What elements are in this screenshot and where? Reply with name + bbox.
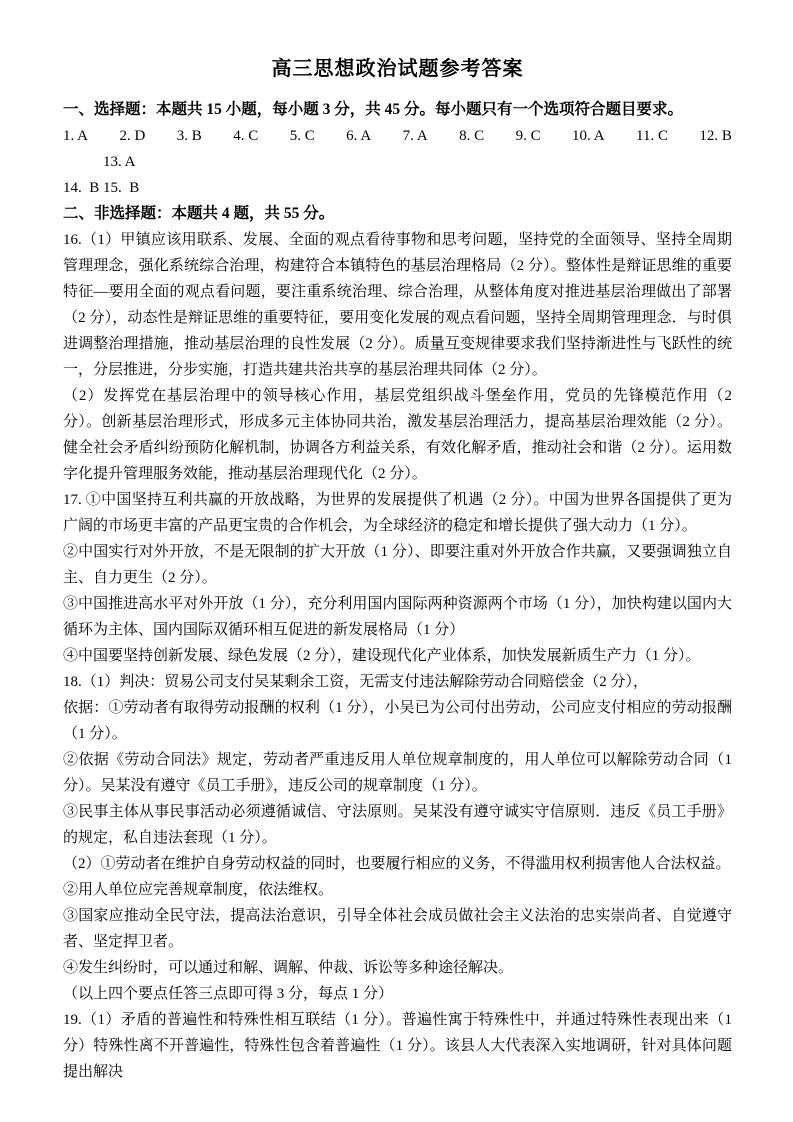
section-nonchoice-heading: 二、非选择题：本题共 4 题，共 55 分。 (63, 205, 335, 222)
answer-paragraph-18-2-3: ③国家应推动全民守法，提高法治意识，引导全体社会成员做社会主义法治的忠实崇尚者、自觉遵守者、坚定捍卫者。 (63, 908, 732, 950)
page-title: 高三思想政治试题参考答案 (271, 58, 524, 80)
answer-item-2: 2. D (119, 128, 146, 144)
answer-item-8: 8. C (459, 128, 485, 144)
answer-item-3: 3. B (176, 128, 202, 144)
answer-paragraph-18-basis-2: ②依据《劳动合同法》规定，劳动者严重违反用人单位规章制度的，用人单位可以解除劳动合同（1 分）。吴某没有遵守《员工手册》，违反公司的规章制度（1 分）。 (63, 752, 732, 794)
answer-item-10: 10. A (572, 128, 605, 144)
answer-paragraph-17-3: ③中国推进高水平对外开放（1 分），充分利用国内国际两种资源两个市场（1 分），加快构建以国内大循环为主体、国内国际双循环相互促进的新发展格局（1 分） (63, 596, 732, 638)
answer-item-1: 1. A (63, 128, 89, 144)
answer-paragraph-18-2-4: ④发生纠纷时，可以通过和解、调解、仲裁、诉讼等多种途径解决。 (63, 960, 514, 976)
answer-paragraph-18-2-1: （2）①劳动者在维护自身劳动权益的同时，也要履行相应的义务，不得滥用权利损害他人合法权益。 (63, 856, 731, 872)
answer-paragraph-17-2: ②中国实行对外开放，不是无限制的扩大开放（1 分）、即要注重对外开放合作共赢，又要强调独立自主、自力更生（2 分）。 (63, 544, 732, 586)
answer-paragraph-17-4: ④中国要坚持创新发展、绿色发展（2 分），建设现代化产业体系，加快发展新质生产力（1 分）。 (63, 648, 701, 664)
answer-paragraph-18-note: （以上四个要点任答三点即可得 3 分，每点 1 分） (63, 986, 394, 1002)
answer-paragraph-18-basis-1: 依据：①劳动者有取得劳动报酬的权利（1 分），小吴已为公司付出劳动，公司应支付相应的劳动报酬（1 分）。 (63, 700, 732, 742)
answer-paragraph-18-basis-3: ③民事主体从事民事活动必须遵循诚信、守法原则。吴某没有遵守诚实守信原则．违反《员工手册》的规定，私自违法套现（1 分）。 (63, 804, 732, 846)
answer-item-4: 4. C (233, 128, 259, 144)
answer-item-5: 5. C (289, 128, 315, 144)
answer-item-6: 6. A (346, 128, 372, 144)
answer-item-7: 7. A (402, 128, 428, 144)
answer-paragraph-16-1: 16.（1）甲镇应该用联系、发展、全面的观点看待事物和思考问题，坚持党的全面领导、坚持全周期管理理念，强化系统综合治理，构建符合本镇特色的基层治理格局（2 分）。整体性是辩证思维的重要特征—要用全面的观点看问题，要注重系统治理、综合治理，从整体角度对推进基层治理做出了部署（2 分），动态性是辩证思维的重要特征，要用变化发展的观点看问题，坚持全周期管理理念．与时俱进调整治理措施，推动基层治理的良性发展（2 分）。质量互变规律要求我们坚持渐进性与飞跃性的统一，分层推进，分步实施，打造共建共治共享的基层治理共同体（2 分）。 (63, 232, 732, 378)
answer-item-12: 12. B (699, 128, 732, 144)
answer-paragraph-17-1: 17. ①中国坚持互利共赢的开放战略，为世界的发展提供了机遇（2 分）。中国为世界各国提供了更为广阔的市场更丰富的产品更宝贵的合作机会，为全球经济的稳定和增长提供了强大动力（1 分）。 (63, 492, 732, 534)
answer-line-13: 13. A (103, 154, 136, 170)
choice-answers-row (63, 123, 732, 149)
answer-paragraph-16-2: （2）发挥党在基层治理中的领导核心作用，基层党组织战斗堡垒作用，党员的先锋模范作用（2 分）。创新基层治理形式，形成多元主体协同共治，激发基层治理活力，提高基层治理效能（2 分）。健全社会矛盾纠纷预防化解机制，协调各方利益关系，有效化解矛盾，推动社会和谐（2 分）。运用数字化提升管理服务效能，推动基层治理现代化（2 分）。 (63, 388, 732, 482)
answer-line-14-15: 14. B 15. B (63, 180, 140, 196)
answer-paragraph-18-1: 18.（1）判决：贸易公司支付吴某剩余工资，无需支付违法解除劳动合同赔偿金（2 分）， (63, 674, 649, 690)
section-choice-heading: 一、选择题：本题共 15 小题，每小题 3 分，共 45 分。每小题只有一个选项符合题目要求。 (63, 101, 684, 118)
answer-item-9: 9. C (515, 128, 541, 144)
answer-paragraph-19-1: 19.（1）矛盾的普遍性和特殊性相互联结（1 分）。普遍性寓于特殊性中，并通过特殊性表现出来（1 分）特殊性离不开普遍性，特殊性包含着普遍性（1 分）。该县人大代表深入实地调研，针对具体问题提出解决 (63, 1012, 732, 1080)
answer-item-11: 11. C (636, 128, 668, 144)
answer-paragraph-18-2-2: ②用人单位应完善规章制度，依法维权。 (63, 882, 334, 898)
